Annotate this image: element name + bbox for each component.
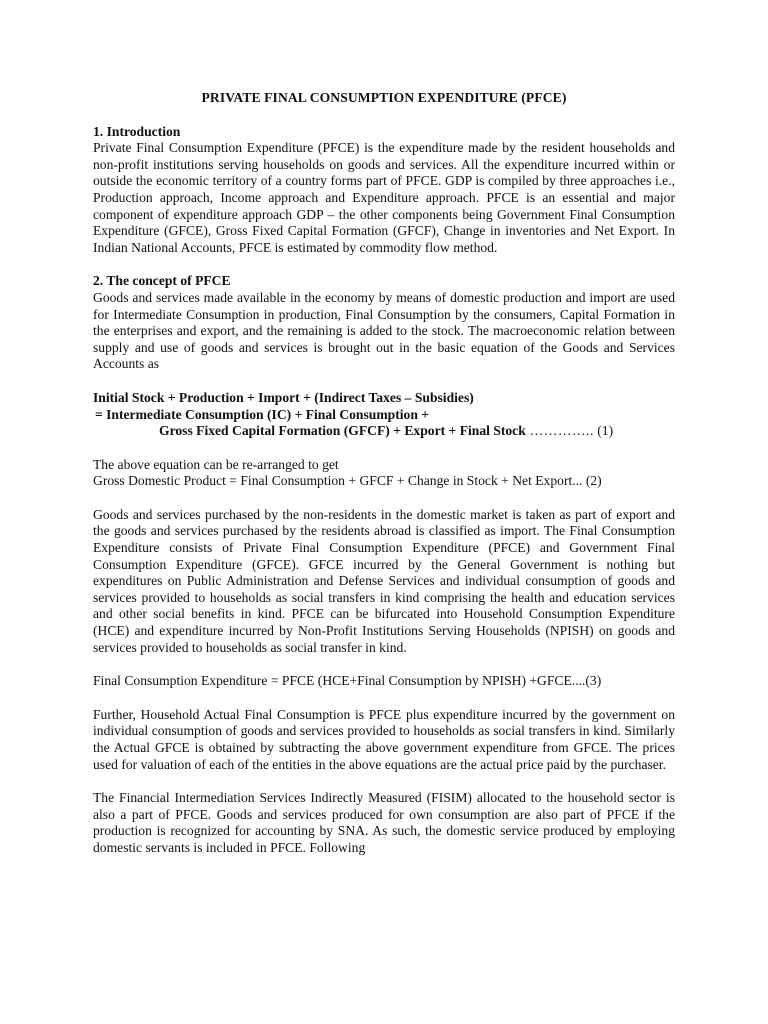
- paragraph-actual-consumption: Further, Household Actual Final Consumption is PFCE plus expenditure incurred by the government on individual consumption of goods and services provided to households as social transfers in kind. Similarly the Actual GFCE is obtained by subtracting the above government expenditure from GFCE. The prices used for valuation of each of the entities in the above equations are the actual price paid by the purchaser.: [93, 706, 675, 772]
- equation-1-line-2: = Intermediate Consumption (IC) + Final Consumption +: [95, 406, 430, 422]
- equation-1-dots: …………..: [525, 423, 594, 439]
- equation-1-line-1: Initial Stock + Production + Import + (Indirect Taxes – Subsidies): [93, 389, 474, 405]
- spacer: [93, 490, 675, 507]
- section-heading-introduction: 1. Introduction: [93, 123, 181, 139]
- document-title: PRIVATE FINAL CONSUMPTION EXPENDITURE (PFCE): [201, 90, 567, 105]
- rearranged-intro: The above equation can be re-arranged to get: [93, 456, 339, 472]
- document-body: [93, 90, 675, 874]
- section-introduction: [93, 124, 675, 257]
- paragraph-concept: Goods and services made available in the economy by means of domestic production and import are used for Intermediate Consumption in production, Final Consumption by the consumers, Capital Formation in the enterprises and export, and the remaining is added to the stock. The macroeconomic relation between supply and use of goods and services is brought out in the basic equation of the Goods and Services Accounts as: [93, 289, 675, 372]
- equation-1-number: (1): [593, 423, 614, 439]
- paragraph-fisim: The Financial Intermediation Services Indirectly Measured (FISIM) allocated to the household sector is also a part of PFCE. Goods and services produced for own consumption are also part of PFCE if the production is recognized for accounting by SNA. As such, the domestic service produced by employing domestic servants is included in PFCE. Following: [93, 790, 675, 855]
- equation-1: [93, 390, 675, 440]
- equation-3: Final Consumption Expenditure = PFCE (HCE+Final Consumption by NPISH) +GFCE....(3): [93, 673, 602, 689]
- paragraph-introduction: Private Final Consumption Expenditure (PFCE) is the expenditure made by the resident households and non-profit institutions serving households on goods and services. All the expenditure incurred within or outside the economic territory of a country forms part of PFCE. GDP is compiled by three approaches i.e., Production approach, Income approach and Expenditure approach. PFCE is an essential and major component of expenditure approach GDP – the other components being Government Final Consumption Expenditure (GFCE), Gross Fixed Capital Formation (GFCF), Change in inventories and Net Export. In Indian National Accounts, PFCE is estimated by commodity flow method.: [93, 140, 675, 255]
- equation-1-line-3-text: Gross Fixed Capital Formation (GFCF) + Export + Final Stock: [159, 423, 526, 439]
- equation-1-line-3: [93, 423, 675, 440]
- section-concept: [93, 273, 675, 373]
- paragraph-final-consumption: Goods and services purchased by the non-residents in the domestic market is taken as part of export and the goods and services purchased by the residents abroad is classified as import. The Final Consumption Expenditure consists of Private Final Consumption Expenditure (PFCE) and Government Final Consumption Expenditure (GFCE). GFCE incurred by the General Government is nothing but expenditures on Public Administration and Defense Services and individual consumption of goods and services provided to households as social transfers in kind comprising the health and education services and other social benefits in kind. PFCE can be bifurcated into Household Consumption Expenditure (HCE) and expenditure incurred by Non-Profit Institutions Serving Households (NPISH) on goods and services provided to households as social transfer in kind.: [93, 506, 675, 655]
- section-heading-concept: 2. The concept of PFCE: [93, 273, 231, 289]
- spacer: [93, 690, 675, 707]
- equation-2: Gross Domestic Product = Final Consumption + GFCF + Change in Stock + Net Export... (2): [93, 473, 602, 489]
